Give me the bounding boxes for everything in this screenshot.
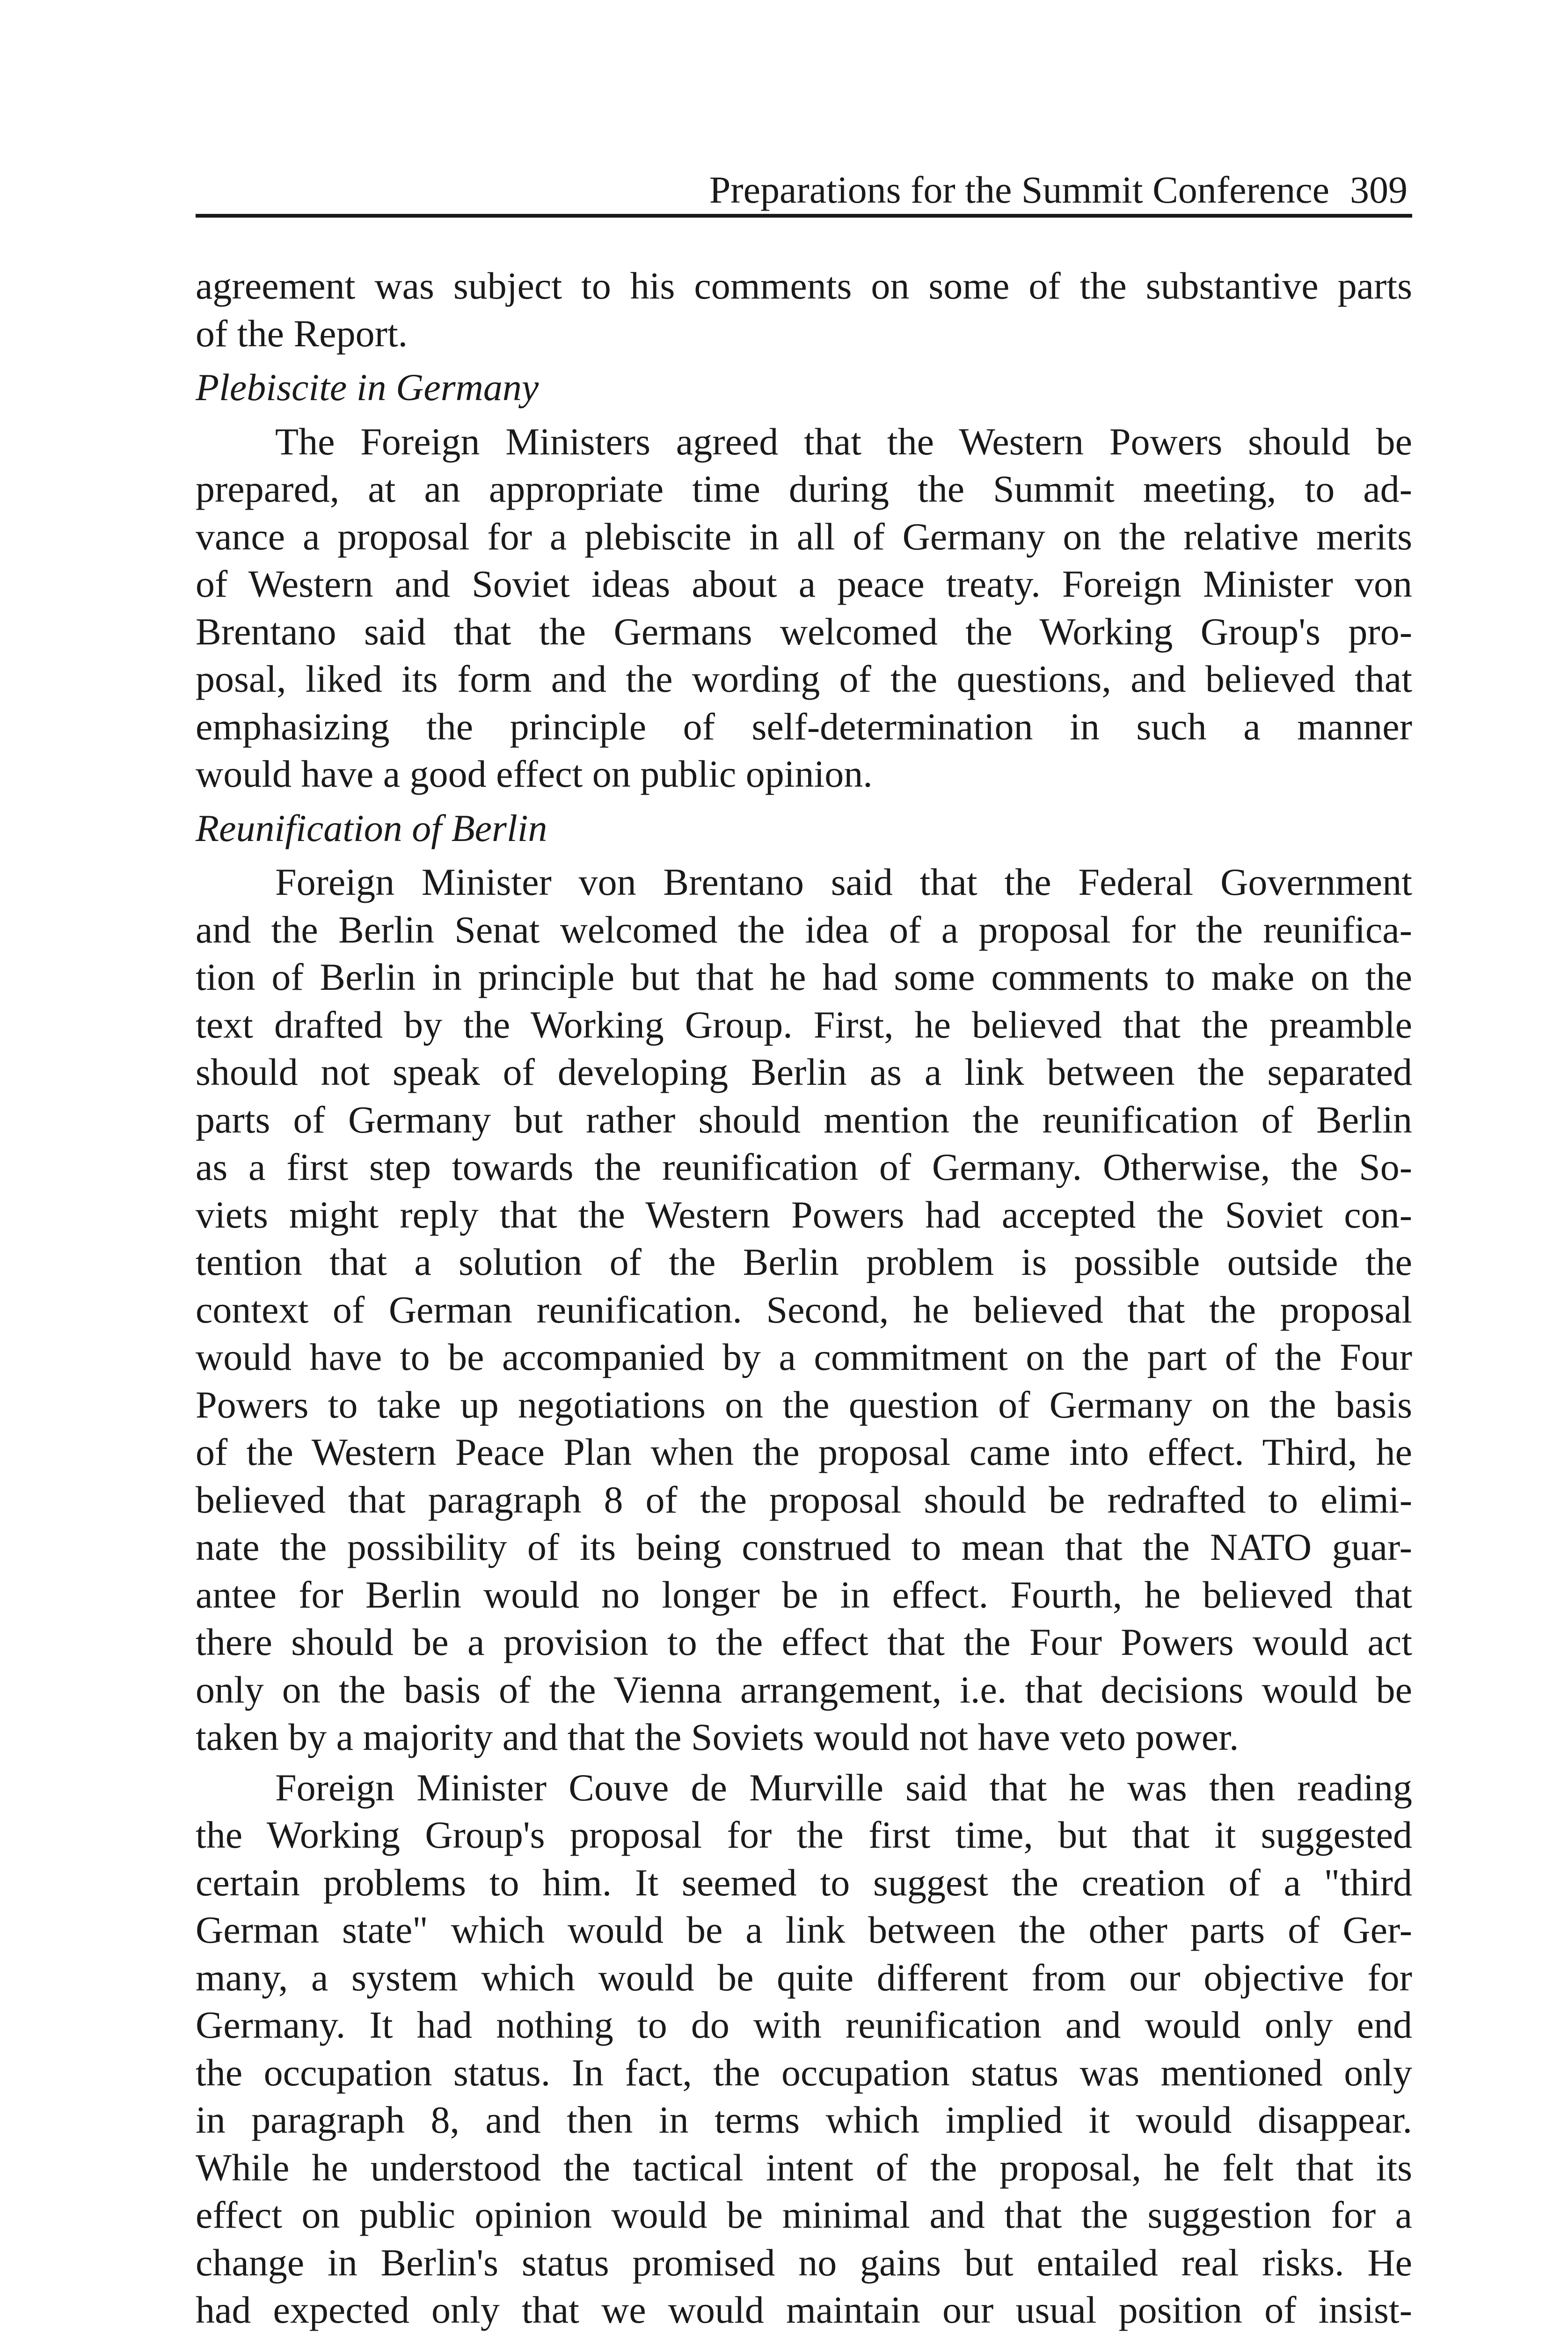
- text-line: of the Report.: [196, 312, 408, 355]
- text-line: had expected only that we would maintain our usual position of insist-: [196, 2289, 1412, 2331]
- text-line: Germany. It had nothing to do with reunification and would only end: [196, 2004, 1412, 2046]
- text-line: prepared, at an appropriate time during the Summit meeting, to ad-: [196, 468, 1412, 510]
- text-line: would have a good effect on public opinion.: [196, 753, 873, 795]
- text-line: effect on public opinion would be minimal and that the suggestion for a: [196, 2194, 1412, 2236]
- text-line: and the Berlin Senat welcomed the idea of a proposal for the reunifica-: [196, 908, 1412, 951]
- text-line: Powers to take up negotiations on the question of Germany on the basis: [196, 1383, 1412, 1426]
- text-line: as a first step towards the reunification of Germany. Otherwise, the So-: [196, 1146, 1412, 1188]
- text-line: certain problems to him. It seemed to suggest the creation of a "third: [196, 1861, 1412, 1904]
- body-text: [196, 262, 1412, 2334]
- text-line: vance a proposal for a plebiscite in all of Germany on the relative merits: [196, 515, 1412, 558]
- text-line: only on the basis of the Vienna arrangement, i.e. that decisions would be: [196, 1668, 1412, 1711]
- text-line: While he understood the tactical intent of the proposal, he felt that its: [196, 2146, 1412, 2189]
- text-line: text drafted by the Working Group. First, he believed that the preamble: [196, 1003, 1412, 1046]
- section-heading-berlin: Reunification of Berlin: [196, 806, 547, 849]
- text-line: the occupation status. In fact, the occupation status was mentioned only: [196, 2051, 1412, 2094]
- section-heading-plebiscite: Plebiscite in Germany: [196, 366, 539, 409]
- text-line: of the Western Peace Plan when the proposal came into effect. Third, he: [196, 1431, 1412, 1473]
- text-line: German state" which would be a link between the other parts of Ger-: [196, 1909, 1412, 1951]
- text-line: Foreign Minister Couve de Murville said that he was then reading: [275, 1766, 1412, 1809]
- berlin-paragraph-1: [196, 858, 1412, 1761]
- text-line: viets might reply that the Western Powers had accepted the Soviet con-: [196, 1193, 1412, 1236]
- text-line: there should be a provision to the effect that the Four Powers would act: [196, 1621, 1412, 1663]
- text-line: tention that a solution of the Berlin problem is possible outside the: [196, 1241, 1412, 1283]
- page-number: 309: [1350, 168, 1408, 211]
- text-line: believed that paragraph 8 of the proposal should be redrafted to elimi-: [196, 1478, 1412, 1521]
- berlin-paragraph-2: [196, 1764, 1412, 2334]
- text-line: of Western and Soviet ideas about a peace treaty. Foreign Minister von: [196, 563, 1412, 605]
- text-line: the Working Group's proposal for the first time, but that it suggested: [196, 1814, 1412, 1856]
- text-line: taken by a majority and that the Soviets would not have veto power.: [196, 1716, 1239, 1758]
- text-line: The Foreign Ministers agreed that the Western Powers should be: [275, 420, 1412, 463]
- text-line: many, a system which would be quite different from our objective for: [196, 1956, 1412, 1999]
- text-line: agreement was subject to his comments on some of the substantive parts: [196, 264, 1412, 307]
- text-line: nate the possibility of its being construed to mean that the NATO guar-: [196, 1526, 1412, 1568]
- text-line: in paragraph 8, and then in terms which implied it would disappear.: [196, 2099, 1412, 2141]
- plebiscite-paragraph: [196, 418, 1412, 798]
- text-line: antee for Berlin would no longer be in effect. Fourth, he believed that: [196, 1573, 1412, 1616]
- running-header: [196, 166, 1412, 218]
- header-title: Preparations for the Summit Conference: [709, 168, 1329, 211]
- header-text: [709, 169, 1408, 211]
- text-line: change in Berlin's status promised no gains but entailed real risks. He: [196, 2241, 1412, 2284]
- text-line: emphasizing the principle of self-determination in such a manner: [196, 705, 1412, 748]
- text-line: would have to be accompanied by a commitment on the part of the Four: [196, 1336, 1412, 1378]
- text-line: Foreign Minister von Brentano said that the Federal Government: [275, 861, 1412, 903]
- text-line: tion of Berlin in principle but that he had some comments to make on the: [196, 956, 1412, 998]
- text-line: parts of Germany but rather should mention the reunification of Berlin: [196, 1098, 1412, 1141]
- text-line: Brentano said that the Germans welcomed the Working Group's pro-: [196, 610, 1412, 653]
- text-line: should not speak of developing Berlin as a link between the separated: [196, 1051, 1412, 1093]
- intro-paragraph: [196, 262, 1412, 357]
- text-line: context of German reunification. Second, he believed that the proposal: [196, 1288, 1412, 1331]
- text-line: posal, liked its form and the wording of the questions, and believed that: [196, 658, 1412, 700]
